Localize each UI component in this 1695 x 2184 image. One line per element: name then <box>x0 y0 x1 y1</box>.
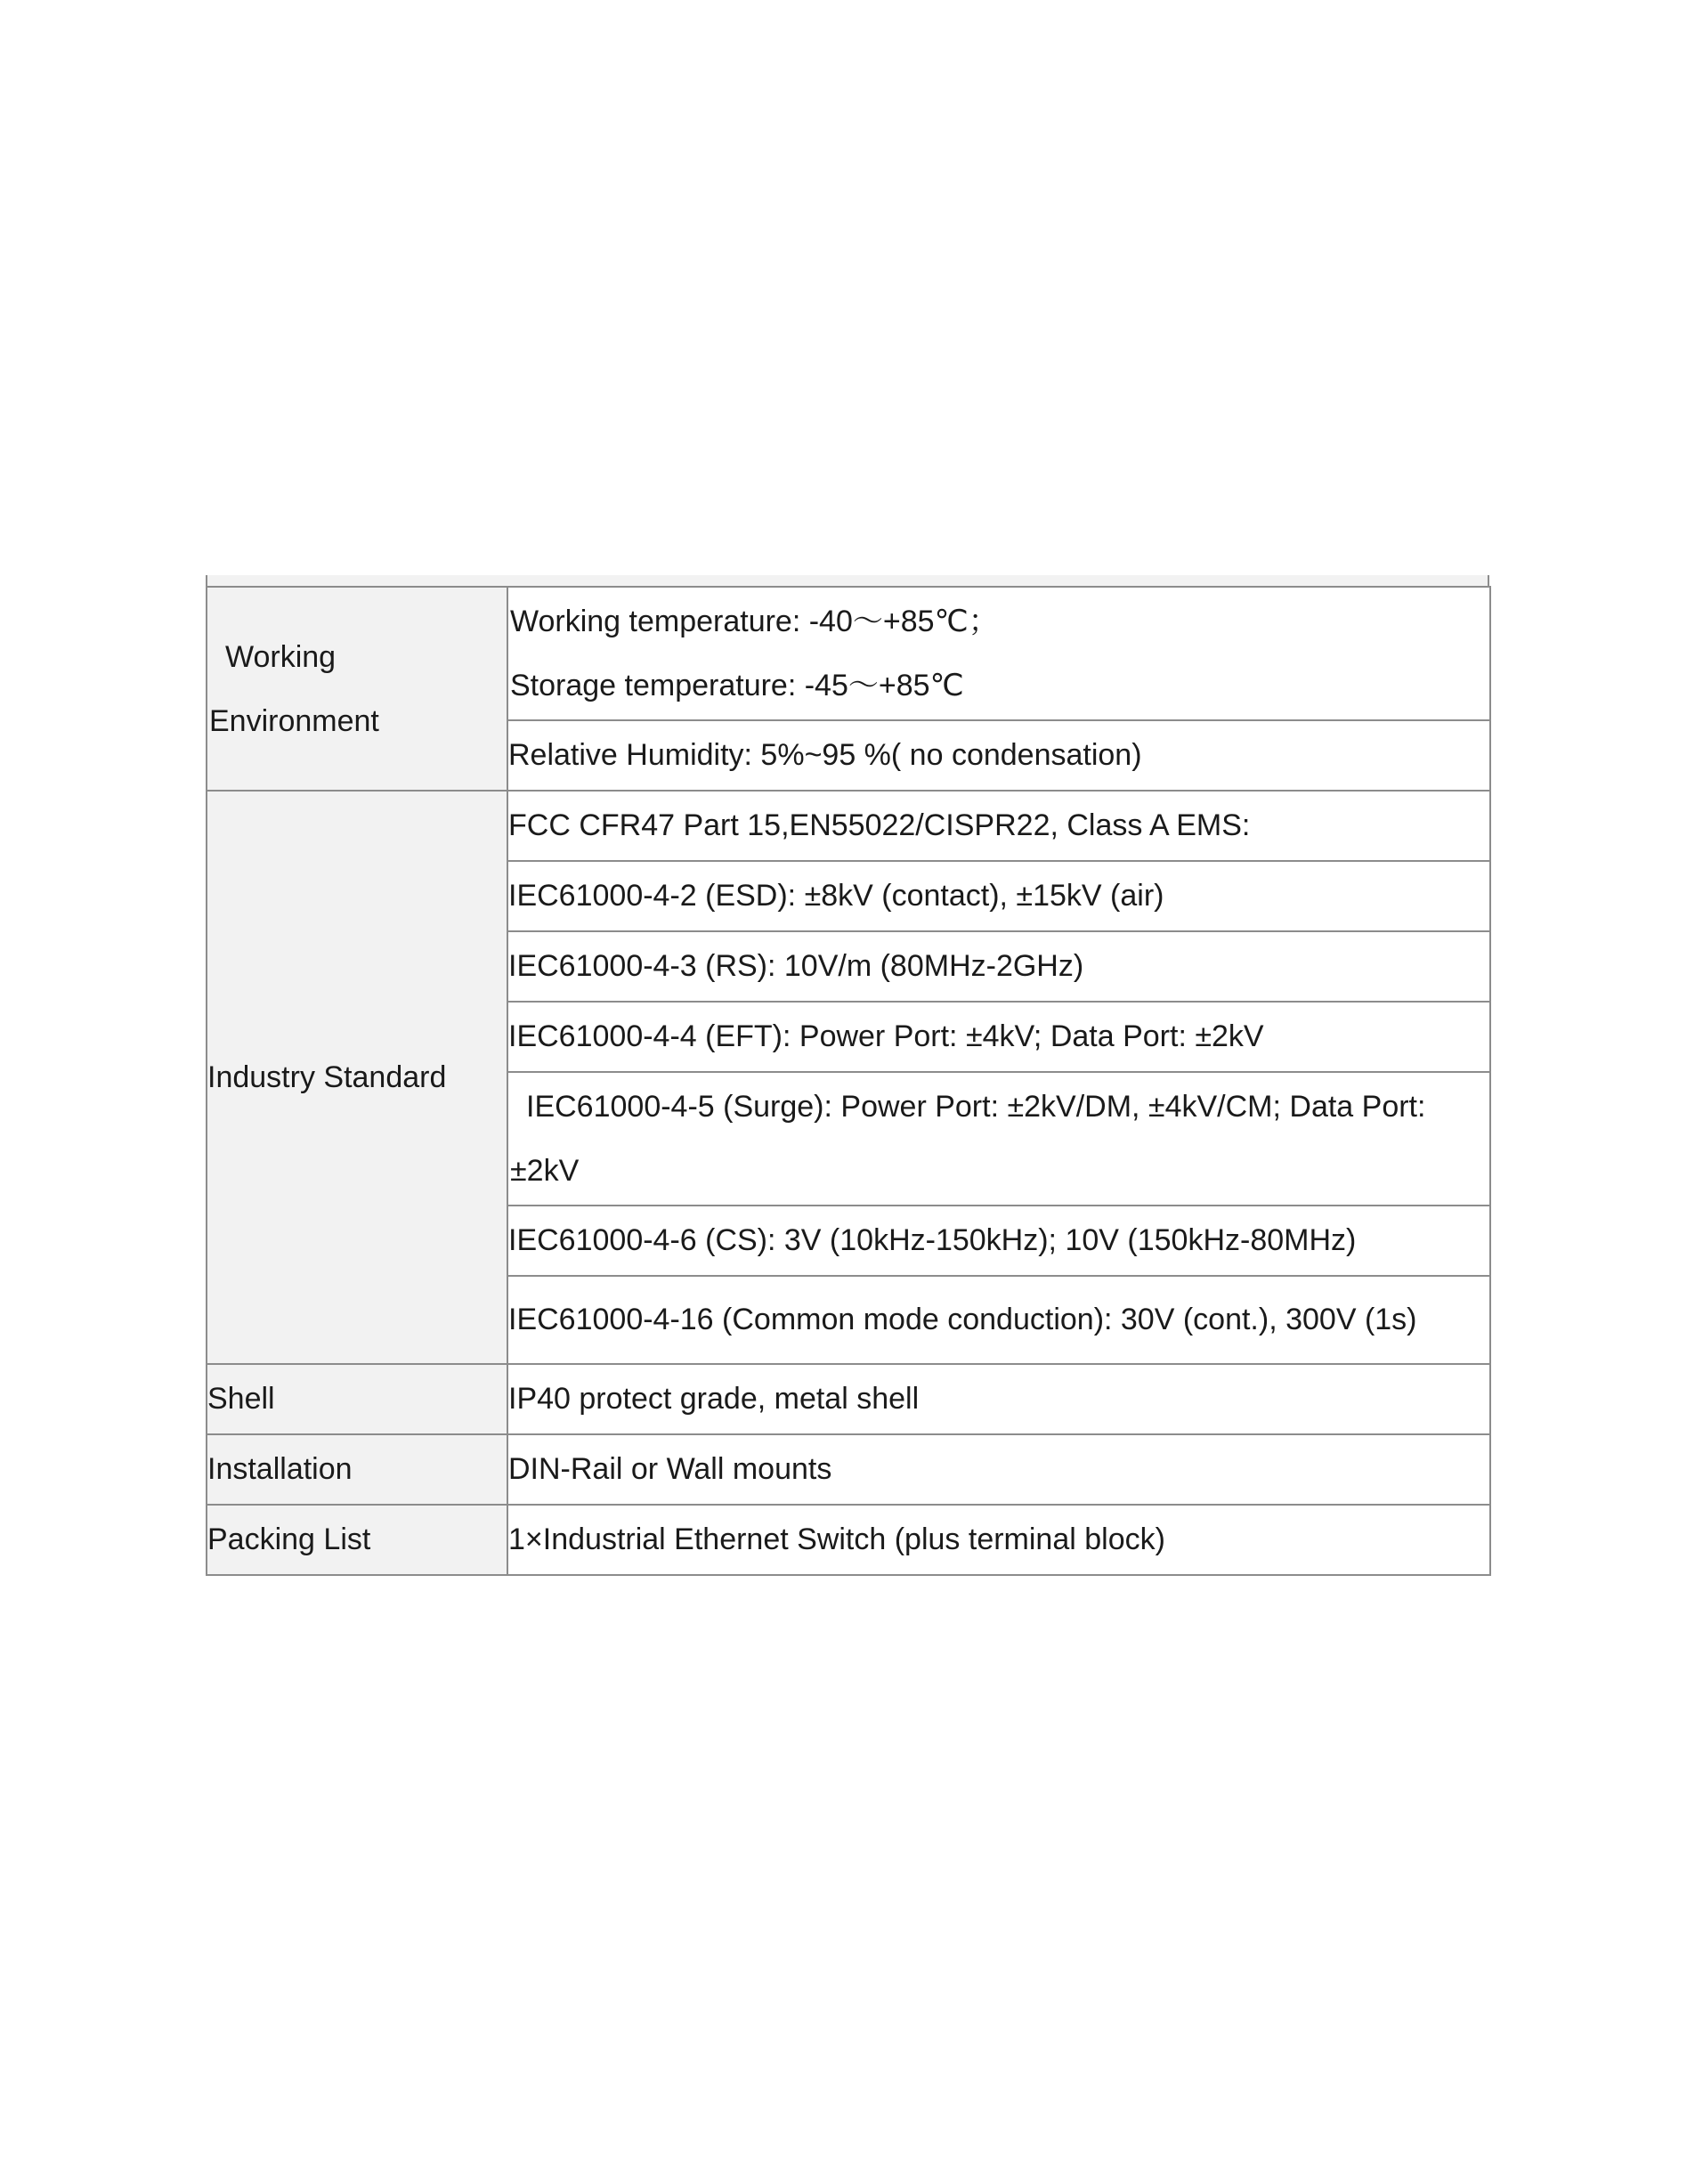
table-row <box>207 587 1490 720</box>
spec-table <box>206 586 1491 1576</box>
standard-item-surge: IEC61000-4-5 (Surge): Power Port: ±2kV/DM, ±4kV/CM; Data Port: ±2kV <box>507 1072 1490 1206</box>
packing-list-value: 1×Industrial Ethernet Switch (plus terminal block) <box>507 1505 1490 1575</box>
temperature-cell <box>507 587 1490 720</box>
storage-temperature: Storage temperature: -45～+85℃ <box>510 669 964 702</box>
humidity-cell: Relative Humidity: 5%~95 %( no condensation) <box>507 720 1490 791</box>
standard-item: IEC61000-4-3 (RS): 10V/m (80MHz-2GHz) <box>507 931 1490 1002</box>
installation-label: Installation <box>207 1434 507 1505</box>
table-row <box>207 791 1490 861</box>
standard-item: IEC61000-4-4 (EFT): Power Port: ±4kV; Data Port: ±2kV <box>507 1002 1490 1072</box>
shell-value: IP40 protect grade, metal shell <box>507 1364 1490 1434</box>
installation-value: DIN-Rail or Wall mounts <box>507 1434 1490 1505</box>
table-row <box>207 1364 1490 1434</box>
table-row <box>207 1505 1490 1575</box>
table-row <box>207 1434 1490 1505</box>
shell-label: Shell <box>207 1364 507 1434</box>
standard-item: IEC61000-4-2 (ESD): ±8kV (contact), ±15kV (air) <box>507 861 1490 931</box>
packing-list-label: Packing List <box>207 1505 507 1575</box>
working-temperature: Working temperature: -40～+85℃； <box>510 605 999 638</box>
working-environment-label: Working Environment <box>207 587 507 791</box>
standard-item: IEC61000-4-16 (Common mode conduction): 30V (cont.), 300V (1s) <box>507 1276 1490 1364</box>
standard-item: FCC CFR47 Part 15,EN55022/CISPR22, Class A EMS: <box>507 791 1490 861</box>
industry-standard-label: Industry Standard <box>207 791 507 1364</box>
standard-item: IEC61000-4-6 (CS): 3V (10kHz-150kHz); 10V (150kHz-80MHz) <box>507 1206 1490 1276</box>
